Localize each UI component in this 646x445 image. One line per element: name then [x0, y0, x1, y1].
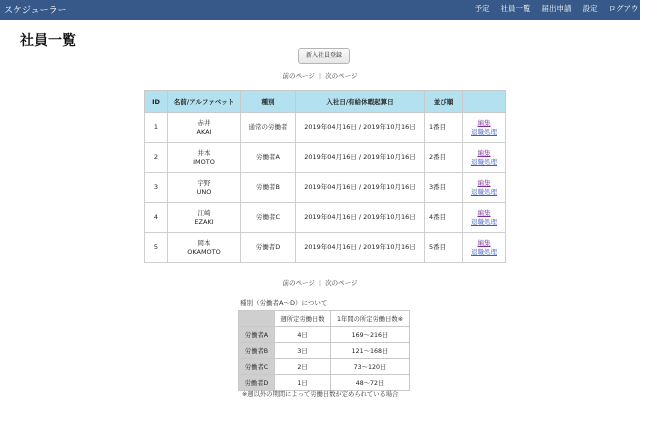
cell-id: 2 [145, 143, 168, 173]
retire-link[interactable]: 退職処理 [471, 217, 497, 226]
nav-employee-list[interactable]: 社員一覧 [500, 4, 531, 13]
cell-actions [463, 203, 506, 233]
table-row [145, 113, 506, 143]
cell-dates: 2019年04月16日 / 2019年10月16日 [296, 203, 425, 233]
retire-link[interactable]: 退職処理 [471, 157, 497, 166]
prev-page-link[interactable]: 前のページ [282, 279, 315, 287]
types-corner-cell [239, 311, 275, 327]
type-weekly: 4日 [275, 327, 331, 343]
name-alpha: OKAMOTO [187, 247, 221, 256]
edit-link[interactable]: 編集 [477, 178, 491, 187]
nav-logout[interactable]: ログアウト [608, 4, 646, 13]
col-dates: 入社日/有給休暇起算日 [296, 91, 425, 113]
cell-name [168, 203, 241, 233]
table-row [145, 143, 506, 173]
cell-order: 4番目 [425, 203, 463, 233]
col-yearly-days: 1年間の所定労働日数※ [331, 311, 410, 327]
next-page-link[interactable]: 次のページ [325, 279, 358, 287]
cell-type: 労働者B [241, 173, 296, 203]
nav-request[interactable]: 届出申請 [541, 4, 572, 13]
cell-name [168, 143, 241, 173]
cell-id: 5 [145, 233, 168, 263]
worker-types-table [238, 310, 410, 391]
cell-id: 1 [145, 113, 168, 143]
types-footnote: ※週以外の期間によって労働日数が定められている場合 [242, 391, 399, 398]
types-section-title: 種別（労働者A〜D）について [240, 299, 328, 307]
type-label: 労働者C [239, 359, 275, 375]
type-weekly: 1日 [275, 375, 331, 391]
cell-type: 通常の労働者 [241, 113, 296, 143]
name-alpha: AKAI [196, 127, 212, 136]
navbar [0, 0, 646, 20]
type-weekly: 2日 [275, 359, 331, 375]
edit-link[interactable]: 編集 [477, 118, 491, 127]
edit-link[interactable]: 編集 [477, 148, 491, 157]
name-alpha: UNO [196, 187, 212, 196]
types-row [239, 327, 410, 343]
cell-name [168, 113, 241, 143]
cell-id: 3 [145, 173, 168, 203]
edit-link[interactable]: 編集 [477, 238, 491, 247]
table-row [145, 233, 506, 263]
name-kanji: 井本 [197, 148, 211, 157]
cell-dates: 2019年04月16日 / 2019年10月16日 [296, 173, 425, 203]
cell-type: 労働者C [241, 203, 296, 233]
nav-menu [475, 3, 646, 14]
table-row [145, 203, 506, 233]
cell-actions [463, 233, 506, 263]
nav-schedule[interactable]: 予定 [474, 4, 490, 13]
table-row [145, 173, 506, 203]
type-yearly: 121〜168日 [331, 343, 410, 359]
cell-order: 2番目 [425, 143, 463, 173]
name-kanji: 赤井 [197, 118, 211, 127]
cell-type: 労働者A [241, 143, 296, 173]
page-title: 社員一覧 [20, 33, 76, 49]
col-weekly-days: 週所定労働日数 [275, 311, 331, 327]
cell-order: 1番目 [425, 113, 463, 143]
types-row [239, 359, 410, 375]
pager-bottom [0, 278, 640, 287]
cell-order: 3番目 [425, 173, 463, 203]
types-header-row [239, 311, 410, 327]
cell-id: 4 [145, 203, 168, 233]
nav-settings[interactable]: 設定 [582, 4, 598, 13]
new-employee-button[interactable]: 新入社員登録 [298, 48, 350, 64]
cell-name [168, 173, 241, 203]
next-page-link[interactable]: 次のページ [325, 72, 358, 80]
col-name: 名前/アルファベット [168, 91, 241, 113]
type-yearly: 169〜216日 [331, 327, 410, 343]
cell-actions [463, 113, 506, 143]
col-order: 並び順 [425, 91, 463, 113]
pager-separator: | [318, 72, 322, 80]
type-label: 労働者B [239, 343, 275, 359]
col-id: ID [145, 91, 168, 113]
name-alpha: IMOTO [193, 157, 215, 166]
pager-separator: | [318, 279, 322, 287]
type-label: 労働者A [239, 327, 275, 343]
col-actions [463, 91, 506, 113]
pager-top [0, 71, 640, 80]
cell-dates: 2019年04月16日 / 2019年10月16日 [296, 113, 425, 143]
type-label: 労働者D [239, 375, 275, 391]
cell-type: 労働者D [241, 233, 296, 263]
name-kanji: 江崎 [197, 208, 211, 217]
type-yearly: 48〜72日 [331, 375, 410, 391]
type-weekly: 3日 [275, 343, 331, 359]
cell-actions [463, 173, 506, 203]
retire-link[interactable]: 退職処理 [471, 247, 497, 256]
prev-page-link[interactable]: 前のページ [282, 72, 315, 80]
col-type: 種別 [241, 91, 296, 113]
brand-link[interactable]: スケジューラー [4, 6, 67, 16]
edit-link[interactable]: 編集 [477, 208, 491, 217]
name-kanji: 岡本 [197, 238, 211, 247]
cell-dates: 2019年04月16日 / 2019年10月16日 [296, 143, 425, 173]
retire-link[interactable]: 退職処理 [471, 127, 497, 136]
cell-order: 5番目 [425, 233, 463, 263]
type-yearly: 73〜120日 [331, 359, 410, 375]
name-alpha: EZAKI [194, 217, 214, 226]
retire-link[interactable]: 退職処理 [471, 187, 497, 196]
name-kanji: 宇野 [197, 178, 211, 187]
cell-dates: 2019年04月16日 / 2019年10月16日 [296, 233, 425, 263]
types-row [239, 343, 410, 359]
cell-name [168, 233, 241, 263]
employee-table [144, 90, 506, 263]
table-header-row [145, 91, 506, 113]
cell-actions [463, 143, 506, 173]
